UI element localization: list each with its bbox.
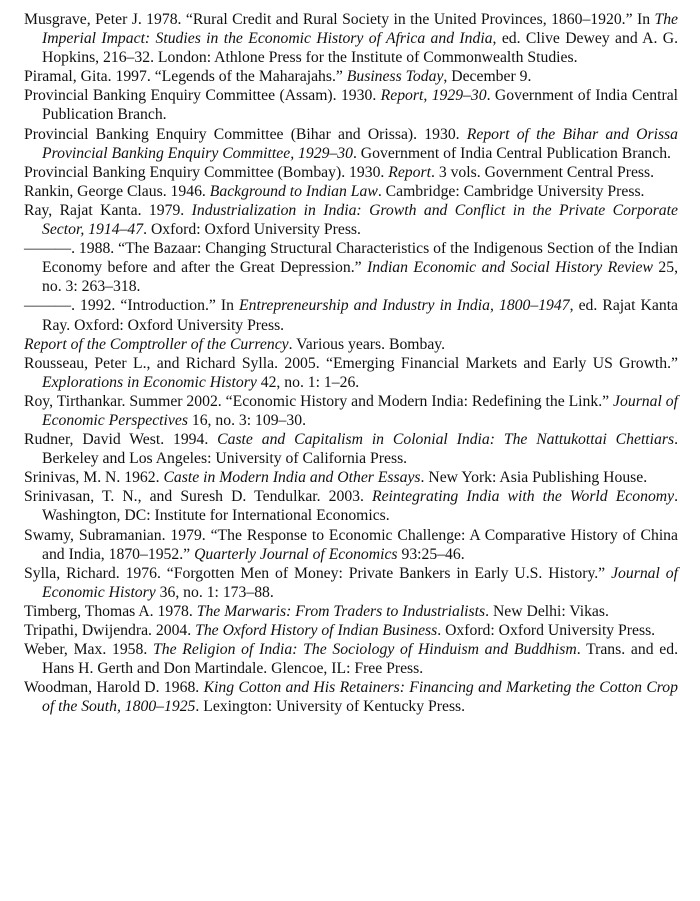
bibliography-entry [24,239,678,296]
bibliography-entry [24,602,678,621]
entry-text: Roy, Tirthankar. Summer 2002. “Economic History and Modern India: Redefining the Link.” [24,392,614,410]
entry-text: . Washington, DC: Institute for International Economics. [42,488,678,525]
bibliography-entry [24,163,678,182]
bibliography-entry [24,468,678,487]
bibliography-entry [24,67,678,86]
entry-text: Piramal, Gita. 1997. “Legends of the Maharajahs.” [24,68,347,86]
bibliography-entry [24,86,678,124]
entry-title-italic: King Cotton and His Retainers: Financing and Marketing the Cotton Crop of the South, 1800–1925 [42,679,678,716]
entry-text: Sylla, Richard. 1976. “Forgotten Men of Money: Private Bankers in Early U.S. History.” [24,564,612,582]
bibliography-entry [24,678,678,716]
entry-text: . New Delhi: Vikas. [485,602,609,620]
entry-title-italic: Journal of Economic Perspectives [42,392,678,429]
entry-text: Rudner, David West. 1994. [24,431,218,449]
entry-text: Srinivasan, T. N., and Suresh D. Tendulkar. 2003. [24,488,372,506]
entry-title-italic: Reintegrating India with the World Economy [372,488,675,506]
entry-text: , ed. Clive Dewey and A. G. Hopkins, 216–32. London: Athlone Press for the Institute of Commonwealth Studies. [42,30,678,67]
entry-text: Rousseau, Peter L., and Richard Sylla. 2005. “Emerging Financial Markets and Early US Growth.” [24,354,678,372]
entry-text: . Various years. Bombay. [288,335,446,353]
entry-text: Swamy, Subramanian. 1979. “The Response to Economic Challenge: A Comparative History of China and India, 1870–1952.” [24,526,678,563]
entry-title-italic: Entrepreneurship and Industry in India, 1800–1947 [239,297,570,315]
entry-text: Timberg, Thomas A. 1978. [24,602,197,620]
entry-text: Srinivas, M. N. 1962. [24,469,164,487]
entry-text: . Berkeley and Los Angeles: University of California Press. [42,431,678,468]
entry-title-italic: Report of the Bihar and Orissa Provincial Banking Enquiry Committee, 1929–30 [42,125,678,162]
entry-text: Provincial Banking Enquiry Committee (Assam). 1930. [24,87,381,105]
entry-title-italic: Quarterly Journal of Economics [194,545,398,563]
entry-text: Musgrave, Peter J. 1978. “Rural Credit and Rural Society in the United Provinces, 1860–1920.” In [24,11,655,28]
bibliography-entry [24,487,678,525]
entry-text: ———. 1992. “Introduction.” In [24,297,240,315]
entry-text: . Lexington: University of Kentucky Press. [195,698,466,716]
entry-text: Tripathi, Dwijendra. 2004. [24,622,196,639]
entry-text: . Government of India Central Publication Branch. [42,87,679,124]
entry-text: 16, no. 3: 109–30. [187,411,307,429]
entry-title-italic: Report [388,163,431,181]
entry-text: . New York: Asia Publishing House. [420,469,648,487]
entry-text: 42, no. 1: 1–26. [256,373,360,391]
entry-text: , ed. Rajat Kanta Ray. Oxford: Oxford University Press. [42,297,679,334]
bibliography-entry [24,182,678,201]
bibliography-entry [24,125,678,163]
entry-title-italic: Caste and Capitalism in Colonial India: The Nattukottai Chettiars [217,431,675,449]
entry-text: Ray, Rajat Kanta. 1979. [24,201,192,219]
entry-text: . Government of India Central Publication Branch. [352,144,671,162]
bibliography-entry [24,296,678,334]
bibliography-entry [24,430,678,468]
entry-title-italic: Report of the Comptroller of the Currency [24,335,289,353]
entry-title-italic: Caste in Modern India and Other Essays [163,469,421,487]
entry-title-italic: Report, 1929–30 [380,87,487,105]
bibliography-entry [24,354,678,392]
entry-text: . 3 vols. Government Central Press. [430,163,655,181]
entry-title-italic: The Imperial Impact: Studies in the Economic History of Africa and India [42,11,678,48]
entry-title-italic: The Marwaris: From Traders to Industrialists [196,602,486,620]
entry-title-italic: Indian Economic and Social History Review [367,259,653,277]
entry-title-italic: The Oxford History of Indian Business [195,622,438,639]
entry-text: . Oxford: Oxford University Press. [143,221,361,239]
entry-text: Weber, Max. 1958. [24,641,154,659]
entry-text: 25, no. 3: 263–318. [42,259,678,296]
entry-text: . Cambridge: Cambridge University Press. [377,182,645,200]
entry-text: Provincial Banking Enquiry Committee (Bombay). 1930. [24,163,389,181]
entry-text: 93:25–46. [397,545,465,563]
entry-title-italic: Explorations in Economic History [42,373,257,391]
bibliography-entry [24,640,678,678]
bibliography-entry [24,564,678,602]
entry-text: ———. 1988. “The Bazaar: Changing Structural Characteristics of the Indigenous Section of the Indian Economy before and after the Great Depression.” [24,240,678,277]
bibliography-entry [24,392,678,430]
entry-text: Woodman, Harold D. 1968. [24,679,204,697]
entry-text: Rankin, George Claus. 1946. [24,182,210,200]
entry-title-italic: Industrialization in India: Growth and Conflict in the Private Corporate Sector, 1914–47 [42,201,678,239]
entry-text: Provincial Banking Enquiry Committee (Bihar and Orissa). 1930. [24,125,467,143]
entry-text: . Trans. and ed. Hans H. Gerth and Don Martindale. Glencoe, IL: Free Press. [42,641,678,678]
bibliography-entry [24,201,678,239]
entry-title-italic: Background to Indian Law [209,182,378,200]
entry-text: 36, no. 1: 173–88. [155,583,274,601]
bibliography-entry [24,335,678,354]
bibliography-entry [24,526,678,564]
bibliography-entry [24,10,678,67]
entry-text: . Oxford: Oxford University Press. [437,622,656,639]
entry-title-italic: Business Today [346,68,444,86]
bibliography-entry [24,621,678,640]
bibliography-page [24,10,678,716]
entry-title-italic: Journal of Economic History [42,564,678,601]
entry-text: , December 9. [443,68,532,86]
entry-title-italic: The Religion of India: The Sociology of Hinduism and Buddhism [153,641,577,659]
